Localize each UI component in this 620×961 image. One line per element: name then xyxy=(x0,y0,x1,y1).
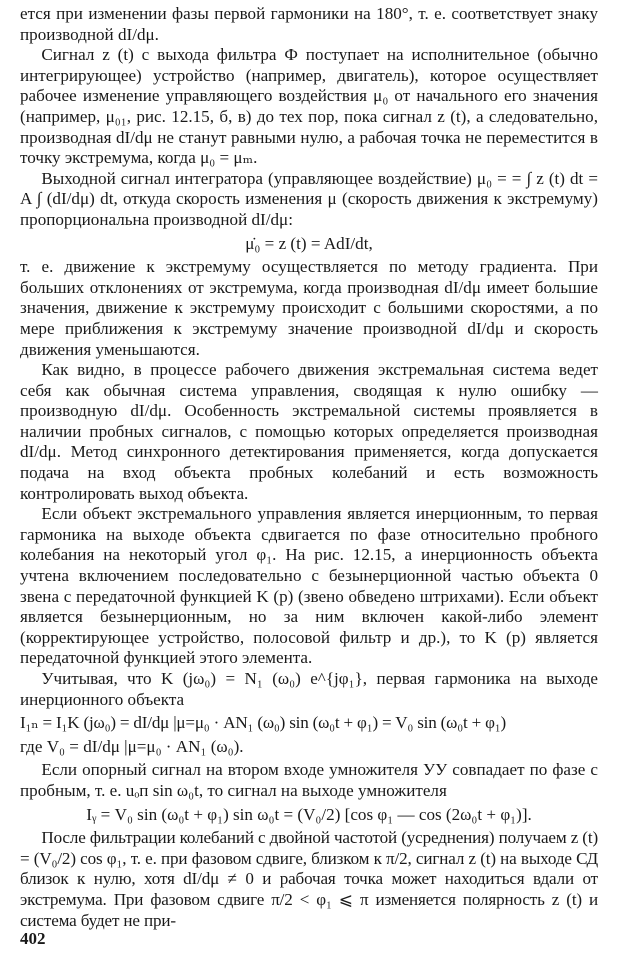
paragraph-integrator-output: Выходной сигнал интегратора (управляющее воздействие) μ₀ = = ∫ z (t) dt = A ∫ (dI/dμ) dt, откуда скорость изменения μ (скорость движения к экстремуму) пропорциональна производной dI/dμ: xyxy=(20,168,598,229)
paragraph-filtering: После фильтрации колебаний с двойной частотой (усреднения) получаем z (t) = (V₀/2) cos φ₁, т. е. при фазовом сдвиге, близком к π/2, сигнал z (t) на выходе СД близок к нулю, хотя dI/dμ ≠ 0 и рабочая точка может находиться вдали от экстремума. При фазовом сдвиге π/2 < φ₁ ⩽ π изменяется полярность z (t) и система будет не при- xyxy=(20,828,598,930)
paragraph-continuation: ется при изменении фазы первой гармоники на 180°, т. е. соответствует знаку производной dI/dμ. xyxy=(20,4,598,44)
equation-v0-definition: где V₀ = dI/dμ |μ=μ₀ · AN₁ (ω₀). xyxy=(20,736,244,756)
paragraph-filter-signal: Сигнал z (t) с выхода фильтра Ф поступает на исполнительное (обычно интегрирующее) устройство (например, двигатель), которое осуществляет рабочее изменение управляющего воздействия μ₀ от начального его значения (например, μ₀₁, рис. 12.15, б, в) до тех пор, пока сигнал z (t), а следовательно, производная dI/dμ не станут равными нулю, а рабочая точка не переместится в точку экстремума, когда μ₀ = μₘ. xyxy=(20,45,598,168)
equation-multiplier-output: Iᵧ = V₀ sin (ω₀t + φ₁) sin ω₀t = (V₀/2) [cos φ₁ — cos (2ω₀t + φ₁)]. xyxy=(86,804,532,824)
equation-first-harmonic: I₁ₙ = I₁K (jω₀) = dI/dμ |μ=μ₀ · AN₁ (ω₀) sin (ω₀t + φ₁) = V₀ sin (ω₀t + φ₁) xyxy=(20,713,507,733)
page-number: 402 xyxy=(20,929,46,948)
equation-velocity: μ̇₀ = z (t) = AdI/dt, xyxy=(245,233,373,253)
paragraph-reference-signal: Если опорный сигнал на втором входе умножителя УУ совпадает по фазе с пробным, т. е. uₒп sin ω₀t, то сигнал на выходе умножителя xyxy=(20,760,598,800)
paragraph-first-harmonic: Учитывая, что K (jω₀) = N₁ (ω₀) e^{jφ₁}, первая гармоника на выходе инерционного объекта xyxy=(20,669,598,709)
paragraph-inertial-object: Если объект экстремального управления является инерционным, то первая гармоника на выходе объекта сдвигается по фазе относительно пробного колебания на некоторый угол φ₁. На рис. 12.15, а инерционность объекта учтена включением последовательно с безынерционной частью объекта 0 звена с передаточной функцией K (p) (звено обведено штрихами). Если объект является безынерционным, но за ним включен какой-либо элемент (корректирующее устройство, полосовой фильтр и др.), то K (p) является передаточной функцией этого элемента. xyxy=(20,504,598,668)
paragraph-gradient-method: т. е. движение к экстремуму осуществляется по методу градиента. При больших отклонениях от экстремума, когда производная dI/dμ имеет большие значения, движение к экстремуму происходит с большими скоростями, а по мере приближения к экстремуму значение производной dI/dμ и скорость движения уменьшаются. xyxy=(20,257,598,359)
paragraph-synchronous-detection: Как видно, в процессе рабочего движения экстремальная система ведет себя как обычная система управления, сводящая к нулю ошибку — производную dI/dμ. Особенность экстремальной системы проявляется в наличии пробных сигналов, с помощью которых определяется производная dI/dμ. Метод синхронного детектирования применяется, когда допускается подача на вход объекта пробных колебаний и есть возможность контролировать выход объекта. xyxy=(20,360,598,503)
